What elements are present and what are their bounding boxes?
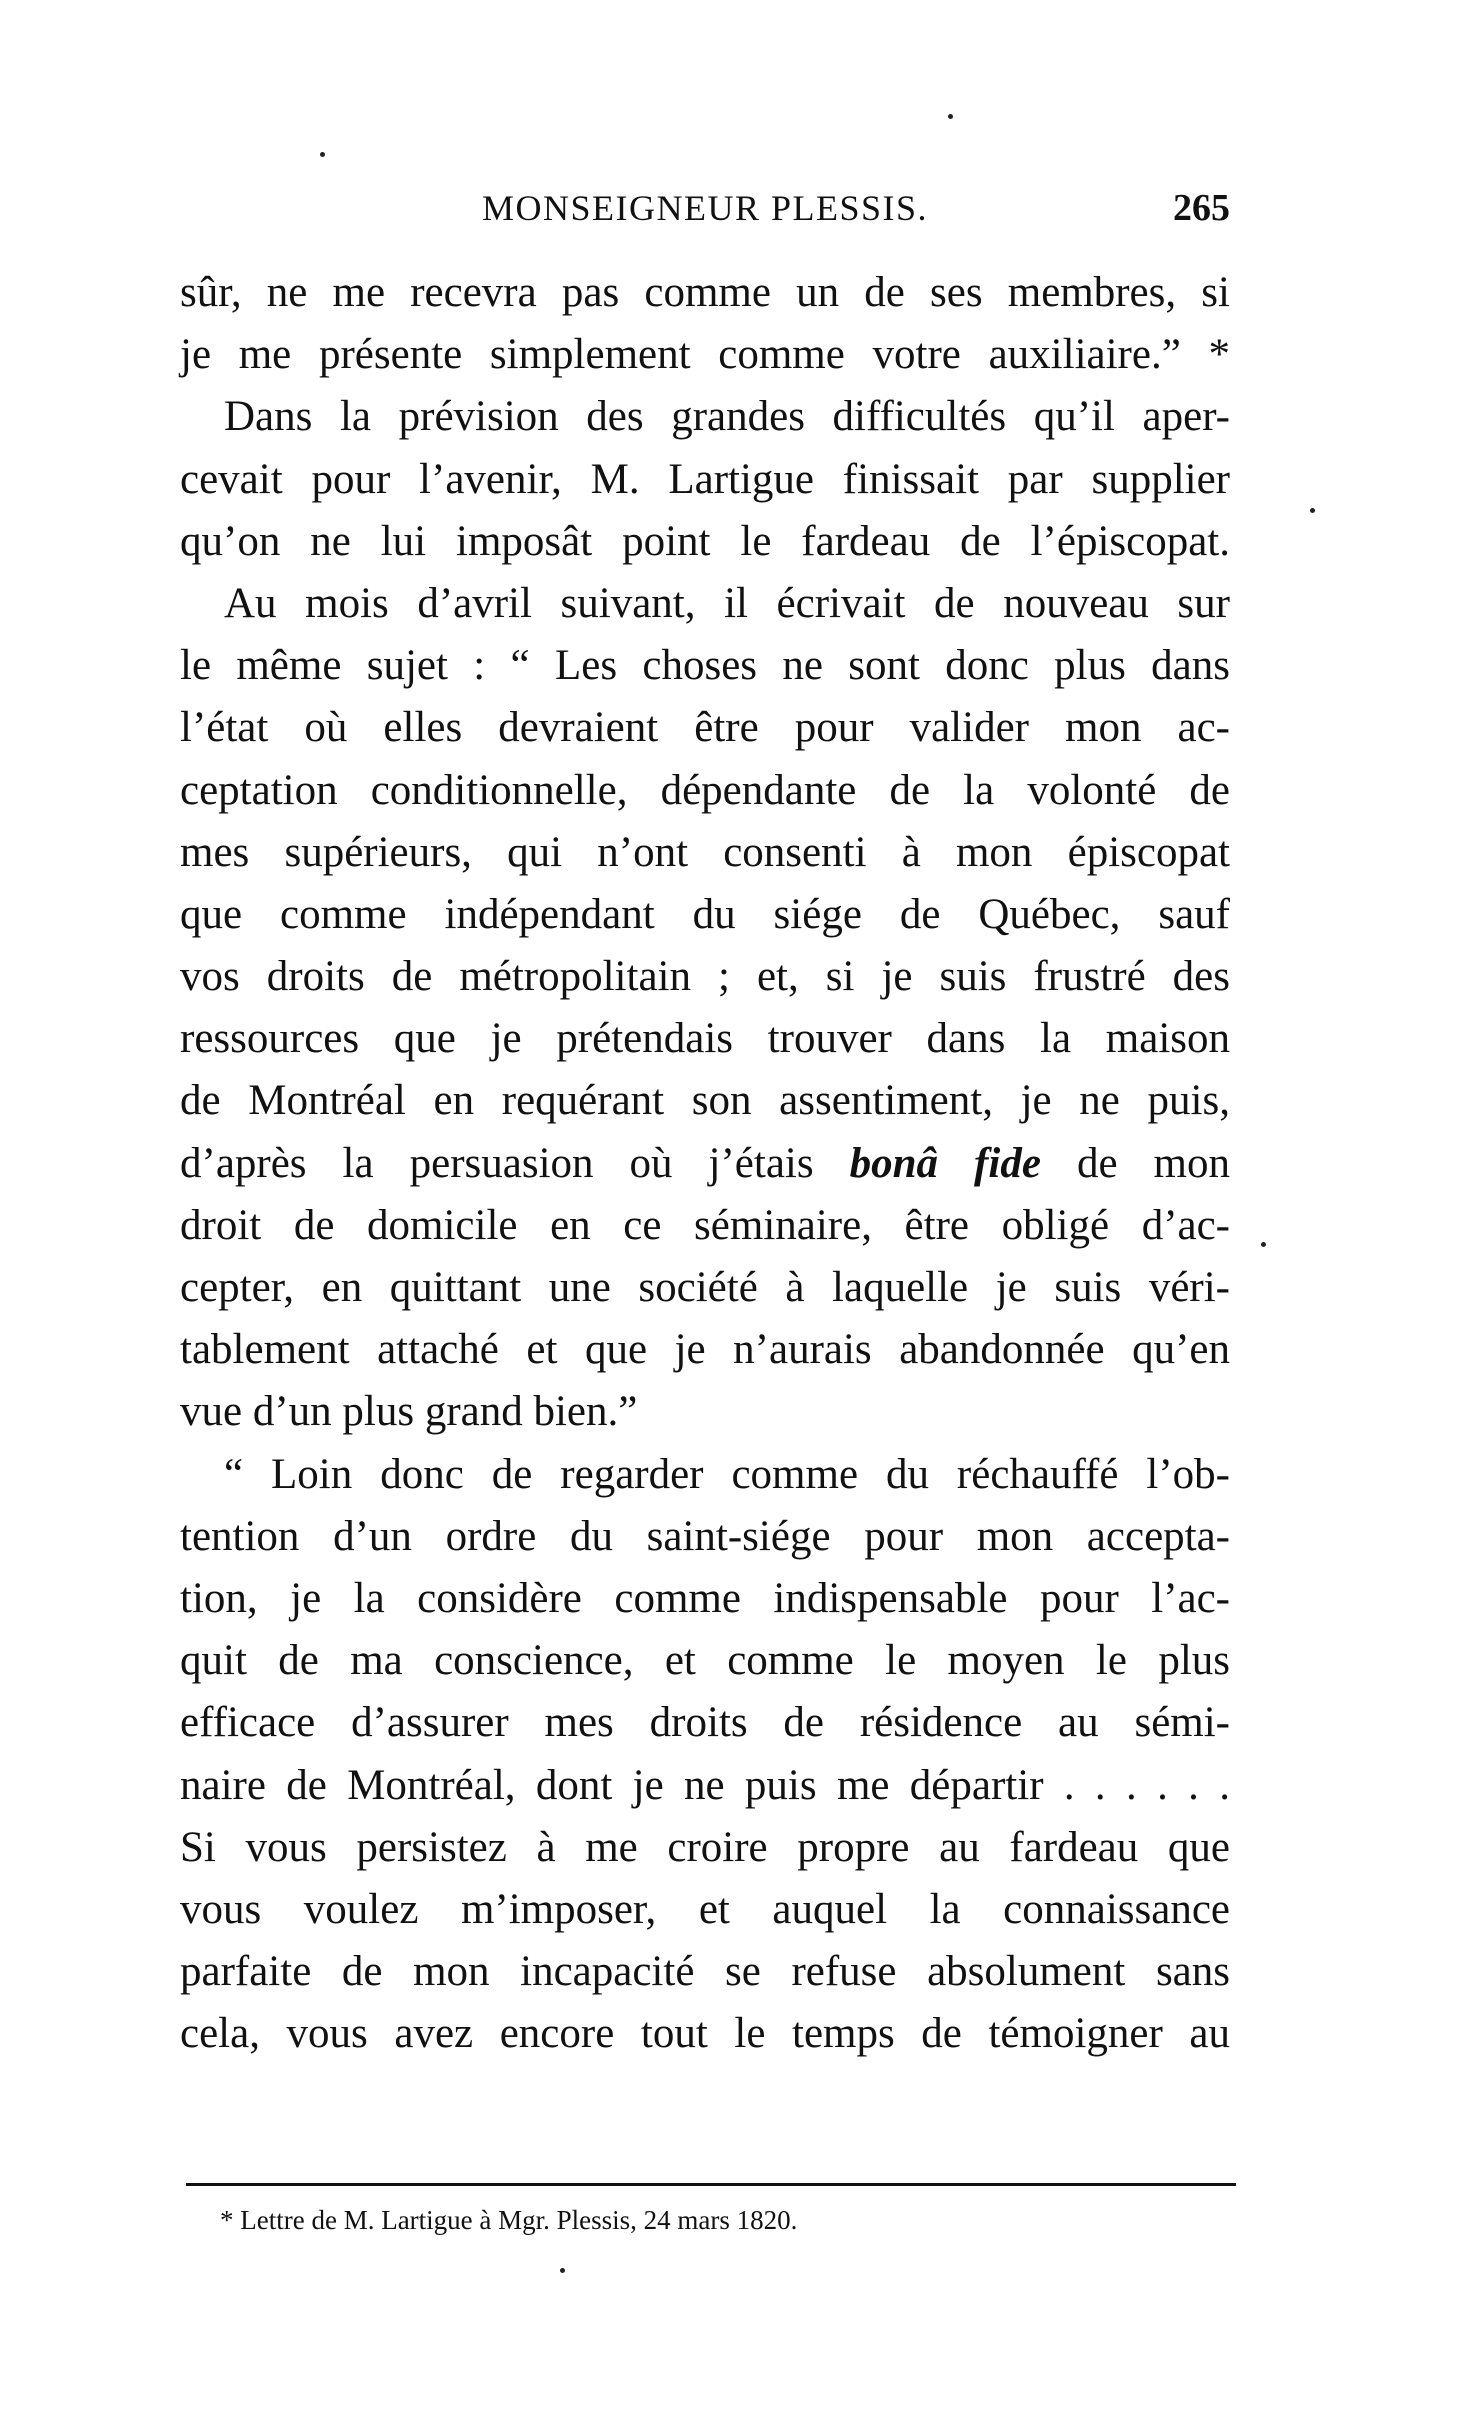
footnote-divider xyxy=(186,2183,1236,2186)
text-line: tention d’un ordre du saint-siége pour mon accepta- xyxy=(180,1512,1230,1560)
running-head: MONSEIGNEUR PLESSIS. xyxy=(481,188,929,228)
print-speck xyxy=(948,114,953,119)
print-speck xyxy=(1261,1242,1266,1247)
text-line: le même sujet : “ Les choses ne sont donc plus dans xyxy=(180,642,1230,690)
text-line: vue d’un plus grand bien.” xyxy=(180,1388,638,1436)
print-speck xyxy=(560,2268,565,2273)
text-line: que comme indépendant du siége de Québec, sauf xyxy=(180,890,1230,938)
text-line: tablement attaché et que je n’aurais abandonnée qu’en xyxy=(180,1326,1230,1374)
page-number: 265 xyxy=(1173,187,1230,229)
text-line: vous voulez m’imposer, et auquel la connaissance xyxy=(180,1885,1230,1933)
text-line-with-italic xyxy=(180,1133,1230,1195)
text-line: Dans la prévision des grandes difficultés qu’il aper- xyxy=(224,393,1230,441)
text-line: ceptation conditionnelle, dépendante de la volonté de xyxy=(180,766,1230,814)
text-line: qu’on ne lui imposât point le fardeau de l’épiscopat. xyxy=(180,517,1230,565)
text-line: quit de ma conscience, et comme le moyen le plus xyxy=(180,1637,1230,1685)
text-line: l’état où elles devraient être pour valider mon ac- xyxy=(180,704,1230,752)
text-line: cepter, en quittant une société à laquelle je suis véri- xyxy=(180,1264,1230,1311)
text-line: efficace d’assurer mes droits de résidence au sémi- xyxy=(180,1699,1230,1747)
text-line: de Montréal en requérant son assentiment, je ne puis, xyxy=(180,1077,1230,1125)
page-header xyxy=(180,178,1230,238)
text-line: mes supérieurs, qui n’ont consenti à mon épiscopat xyxy=(180,828,1230,876)
text-segment: de mon xyxy=(1076,1139,1230,1187)
text-line: naire de Montréal, dont je ne puis me départir . . . . . . xyxy=(180,1761,1230,1809)
text-line: droit de domicile en ce séminaire, être obligé d’ac- xyxy=(180,1201,1230,1249)
footnote: * Lettre de M. Lartigue à Mgr. Plessis, 24 mars 1820. xyxy=(220,2205,798,2235)
text-line: vos droits de métropolitain ; et, si je suis frustré des xyxy=(180,953,1230,1001)
text-line: je me présente simplement comme votre auxiliaire.” * xyxy=(180,331,1230,379)
text-line: cevait pour l’avenir, M. Lartigue finissait par supplier xyxy=(180,455,1230,503)
body-text xyxy=(180,262,1230,2065)
text-segment: d’après la persuasion où j’étais xyxy=(180,1139,814,1187)
latin-phrase: bonâ fide xyxy=(849,1139,1041,1187)
text-line: ressources que je prétendais trouver dans la maison xyxy=(180,1015,1230,1063)
print-speck xyxy=(320,152,325,157)
text-line: Si vous persistez à me croire propre au fardeau que xyxy=(180,1823,1230,1871)
text-line: “ Loin donc de regarder comme du réchauffé l’ob- xyxy=(224,1450,1230,1498)
text-line: cela, vous avez encore tout le temps de témoigner au xyxy=(180,2010,1230,2058)
text-line: sûr, ne me recevra pas comme un de ses membres, si xyxy=(180,269,1230,316)
text-line: tion, je la considère comme indispensable pour l’ac- xyxy=(180,1574,1230,1622)
text-line: parfaite de mon incapacité se refuse absolument sans xyxy=(180,1948,1230,1996)
text-line: Au mois d’avril suivant, il écrivait de nouveau sur xyxy=(224,579,1230,627)
print-speck xyxy=(1310,508,1315,513)
